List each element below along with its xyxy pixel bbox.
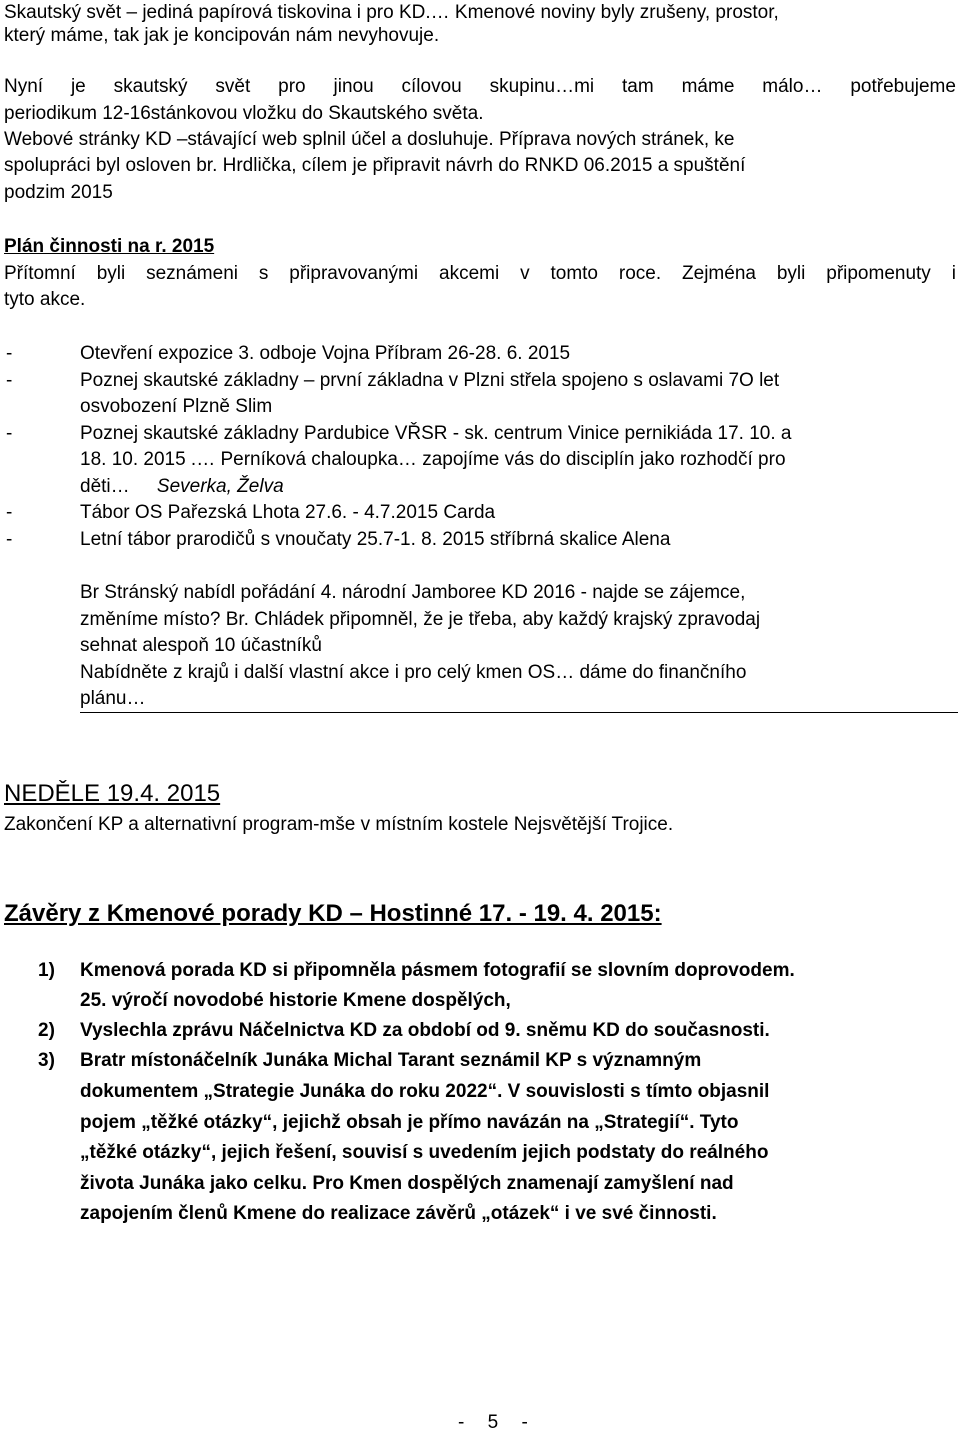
conclusion-text: Kmenová porada KD si připomněla pásmem fotografií se slovním doprovodem.: [80, 960, 795, 981]
justified-word: potřebujeme: [850, 76, 956, 97]
conclusion-number: 2): [38, 1020, 55, 1041]
plan-intro-line-1: [4, 261, 956, 287]
after-text-line: Nabídněte z krajů i další vlastní akce i pro celý kmen OS… dáme do finančního: [80, 662, 747, 683]
plan-item-text: Poznej skautské základny Pardubice VŘSR - sk. centrum Vinice pernikiáda 17. 10. a: [80, 423, 792, 444]
conclusion-number: 3): [38, 1050, 55, 1071]
conclusion-text: života Junáka jako celku. Pro Kmen dospělých znamenají zamyšlení nad: [80, 1173, 734, 1194]
justified-word: máme: [681, 76, 735, 97]
justified-word: Zejména: [682, 263, 756, 284]
paragraph-2-line-2: periodikum 12-16stánkovou vložku do Skautského světa.: [4, 103, 484, 124]
groups-text: Severka, Želva: [156, 476, 284, 497]
children-text: děti…: [80, 476, 130, 497]
plan-item-text: Otevření expozice 3. odboje Vojna Příbram 26-28. 6. 2015: [80, 343, 571, 364]
justified-word: akcemi: [439, 263, 500, 284]
justified-word: roce.: [618, 263, 662, 284]
justified-word: skautský: [113, 76, 188, 97]
plan-item-text: Letní tábor prarodičů s vnoučaty 25.7-1. 8. 2015 stříbrná skalice Alena: [80, 529, 671, 550]
plan-intro-line-2: tyto akce.: [4, 289, 86, 310]
justified-word: skupinu…mi: [489, 76, 595, 97]
plan-item-continuation: osvobození Plzně Slim: [80, 396, 273, 417]
justified-word: je: [70, 76, 86, 97]
list-dash: -: [6, 370, 13, 391]
page-number: - 5 -: [458, 1412, 528, 1433]
list-dash: -: [6, 343, 13, 364]
conclusion-text: 25. výročí novodobé historie Kmene dospělých,: [80, 990, 511, 1011]
justified-word: i: [951, 263, 956, 284]
plan-item-continuation: [80, 474, 284, 500]
paragraph-2-line-1: [4, 74, 956, 100]
web-prep-text: Příprava nových stránek, ke: [498, 129, 735, 150]
sunday-heading: NEDĚLE 19.4. 2015: [4, 780, 221, 807]
justified-word: seznámeni: [146, 263, 238, 284]
after-text-line: Br Stránský nabídl pořádání 4. národní Jamboree KD 2016 - najde se zájemce,: [80, 582, 746, 603]
paragraph-2-line-4: spolupráci byl osloven br. Hrdlička, cílem je připravit návrh do RNKD 06.2015 a spuštění: [4, 155, 746, 176]
web-status-text: Webové stránky KD –stávající web splnil účel a dosluhuje.: [4, 129, 499, 150]
list-dash: -: [6, 529, 13, 550]
conclusion-text: dokumentem „Strategie Junáka do roku 2022“. V souvislosti s tímto objasnil: [80, 1081, 770, 1102]
conclusion-text: Vyslechla zprávu Náčelnictva KD za období od 9. sněmu KD do současnosti.: [80, 1020, 770, 1041]
after-text-line: změníme místo? Br. Chládek připomněl, že je třeba, aby každý krajský zpravodaj: [80, 609, 761, 630]
list-dash: -: [6, 502, 13, 523]
plan-item-continuation: 18. 10. 2015 .… Perníková chaloupka… zapojíme vás do disciplín jako rozhodčí pro: [80, 449, 786, 470]
list-dash: -: [6, 423, 13, 444]
after-text-line: plánu…: [80, 688, 146, 709]
justified-word: byli: [776, 263, 806, 284]
after-text-line: sehnat alespoň 10 účastníků: [80, 635, 322, 656]
conclusion-number: 1): [38, 960, 55, 981]
plan-item-text: Tábor OS Pařezská Lhota 27.6. - 4.7.2015 Carda: [80, 502, 496, 523]
plan-heading: Plán činnosti na r. 2015: [4, 236, 215, 257]
paragraph-1-line-1: Skautský svět – jediná papírová tiskovina i pro KD.… Kmenové noviny byly zrušeny, prostor,: [4, 2, 779, 23]
justified-word: byli: [96, 263, 126, 284]
justified-word: málo…: [762, 76, 823, 97]
justified-word: v: [520, 263, 530, 284]
conclusion-text: „těžké otázky“, jejich řešení, souvisí s uvedením jejich podstaty do reálného: [80, 1142, 769, 1163]
justified-word: tam: [622, 76, 654, 97]
paragraph-2-line-3: [4, 127, 734, 153]
justified-word: tomto: [550, 263, 598, 284]
justified-word: s: [258, 263, 269, 284]
conclusions-heading: Závěry z Kmenové porady KD – Hostinné 17. - 19. 4. 2015:: [4, 900, 662, 927]
sunday-text: Zakončení KP a alternativní program-mše v místním kostele Nejsvětější Trojice.: [4, 814, 674, 835]
justified-word: cílovou: [401, 76, 462, 97]
conclusion-text: zapojením členů Kmene do realizace závěrů „otázek“ i ve své činnosti.: [80, 1203, 717, 1224]
justified-word: svět: [215, 76, 251, 97]
conclusion-text: pojem „těžké otázky“, jejichž obsah je přímo navázán na „Strategií“. Tyto: [80, 1112, 739, 1133]
justified-word: pro: [278, 76, 306, 97]
paragraph-2-line-5: podzim 2015: [4, 182, 113, 203]
justified-word: jinou: [333, 76, 374, 97]
conclusion-text: Bratr místonáčelník Junáka Michal Tarant seznámil KP s významným: [80, 1050, 702, 1071]
justified-word: připomenuty: [826, 263, 931, 284]
justified-word: Nyní: [4, 76, 44, 97]
justified-word: Přítomní: [4, 263, 76, 284]
plan-item-text: Poznej skautské základny – první základna v Plzni střela spojeno s oslavami 7O let: [80, 370, 780, 391]
justified-word: připravovanými: [289, 263, 419, 284]
paragraph-1-line-2: který máme, tak jak je koncipován nám nevyhovuje.: [4, 25, 440, 46]
horizontal-rule: [80, 712, 958, 713]
